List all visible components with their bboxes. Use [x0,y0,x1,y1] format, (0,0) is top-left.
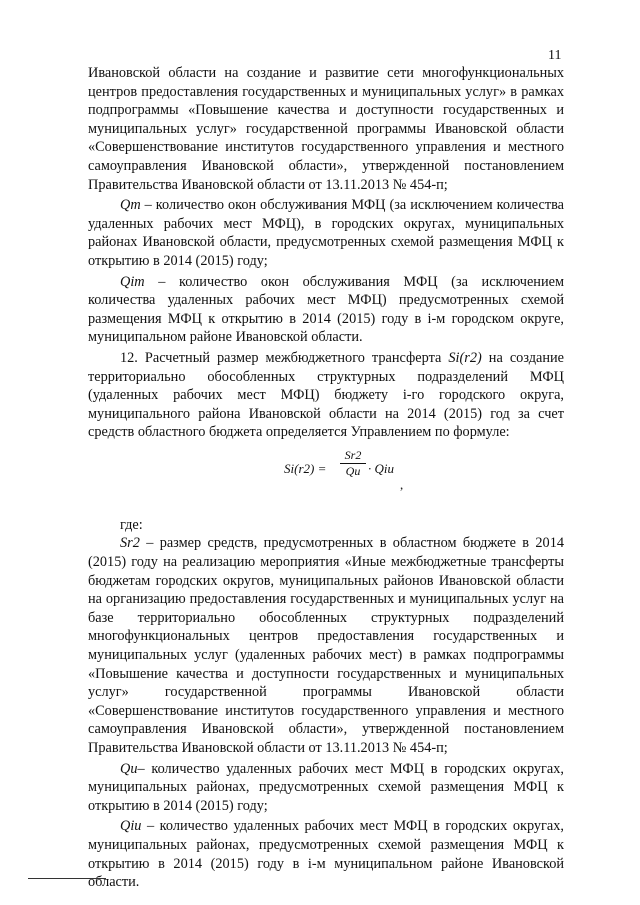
page-number: 11 [548,48,562,63]
symbol-qim: Qim [120,273,145,290]
symbol-sr2: Sr2 [120,535,140,552]
formula-numerator: Sr2 [340,448,366,464]
paragraph-qm [88,196,564,270]
symbol-si-r2: Si(r2) [448,349,482,366]
paragraph-qu-text: – количество удаленных рабочих мест МФЦ в городских округах, муниципальных районах, предусмотренных схемой размещения МФЦ к открытию в 2014 (2015) году; [88,760,564,814]
formula-lhs: Si(r2) = [284,460,327,476]
footnote-separator [28,878,106,879]
paragraph-qu [88,760,564,816]
paragraph-qiu-text: – количество удаленных рабочих мест МФЦ в городских округах, муниципальных районах, предусмотренных схемой размещения МФЦ к открытию в 2014 (2015) году в i-м муниципальном районе Ивановской области. [88,818,564,891]
paragraph-sr2-text: – размер средств, предусмотренных в областном бюджете в 2014 (2015) году на реализацию мероприятия «Иные межбюджетные трансферты бюджетам городских округов, муниципальных районов Ивановской области на организацию предоставления государственных и муниципальных услуг на базе территориально обособленных структурных подразделений многофункциональных центров предоставления государственных и муниципальных услуг (удаленных рабочих мест) в рамках подпрограммы «Повышение качества и доступности государственных и муниципальных услуг» государственной программы Ивановской области «Совершенствование институтов государственного управления и местного самоуправления Ивановской области», утвержденной постановлением Правительства Ивановской области от 13.11.2013 № 454-п; [88,535,564,756]
paragraph-12-lead: 12. Расчетный размер межбюджетного трансферта [120,349,449,366]
paragraph-1: Ивановской области на создание и развитие сети многофункциональных центров предоставления государственных и муниципальных услуг» в рамках подпрограммы «Повышение качества и доступности государственных и муниципальных услуг» государственной программы Ивановской области «Совершенствование институтов государственного управления и местного самоуправления Ивановской области», утвержденной постановлением Правительства Ивановской области от 13.11.2013 № 454-п; [88,65,564,193]
document-body [88,64,564,892]
symbol-qm: Qm [120,197,141,214]
formula-denominator: Qu [345,463,361,478]
paragraph-sr2 [88,534,564,757]
formula [88,446,564,508]
symbol-qu: Qu [120,760,138,777]
paragraph-qiu [88,817,564,891]
formula-fraction [340,448,366,479]
formula-rhs: · Qiu [368,460,394,476]
paragraph-qm-text: – количество окон обслуживания МФЦ (за исключением количества удаленных рабочих мест МФЦ), в городских округах, муниципальных районах Ивановской области, предусмотренных схемой размещения МФЦ к открытию в 2014 (2015) году; [88,197,564,269]
paragraph-12-text: на создание территориально обособленных структурных подразделений МФЦ (удаленных рабочих мест МФЦ) бюджету i-го городского округа, муниципального района Ивановской области на 2014 (2015) год за счет средств областного бюджета определяется Управлением по формуле: [88,349,564,441]
paragraph-qim [88,273,564,347]
symbol-qiu: Qiu [120,818,142,835]
where-label: где: [120,516,143,533]
paragraph-12 [88,349,564,442]
formula-comma: , [400,476,404,492]
paragraph-qim-text: – количество окон обслуживания МФЦ (за исключением количества удаленных рабочих мест МФЦ) предусмотренных схемой размещения МФЦ к открытию в 2014 (2015) году в i-м городском округе, муниципальном районе Ивановской области. [88,273,564,346]
